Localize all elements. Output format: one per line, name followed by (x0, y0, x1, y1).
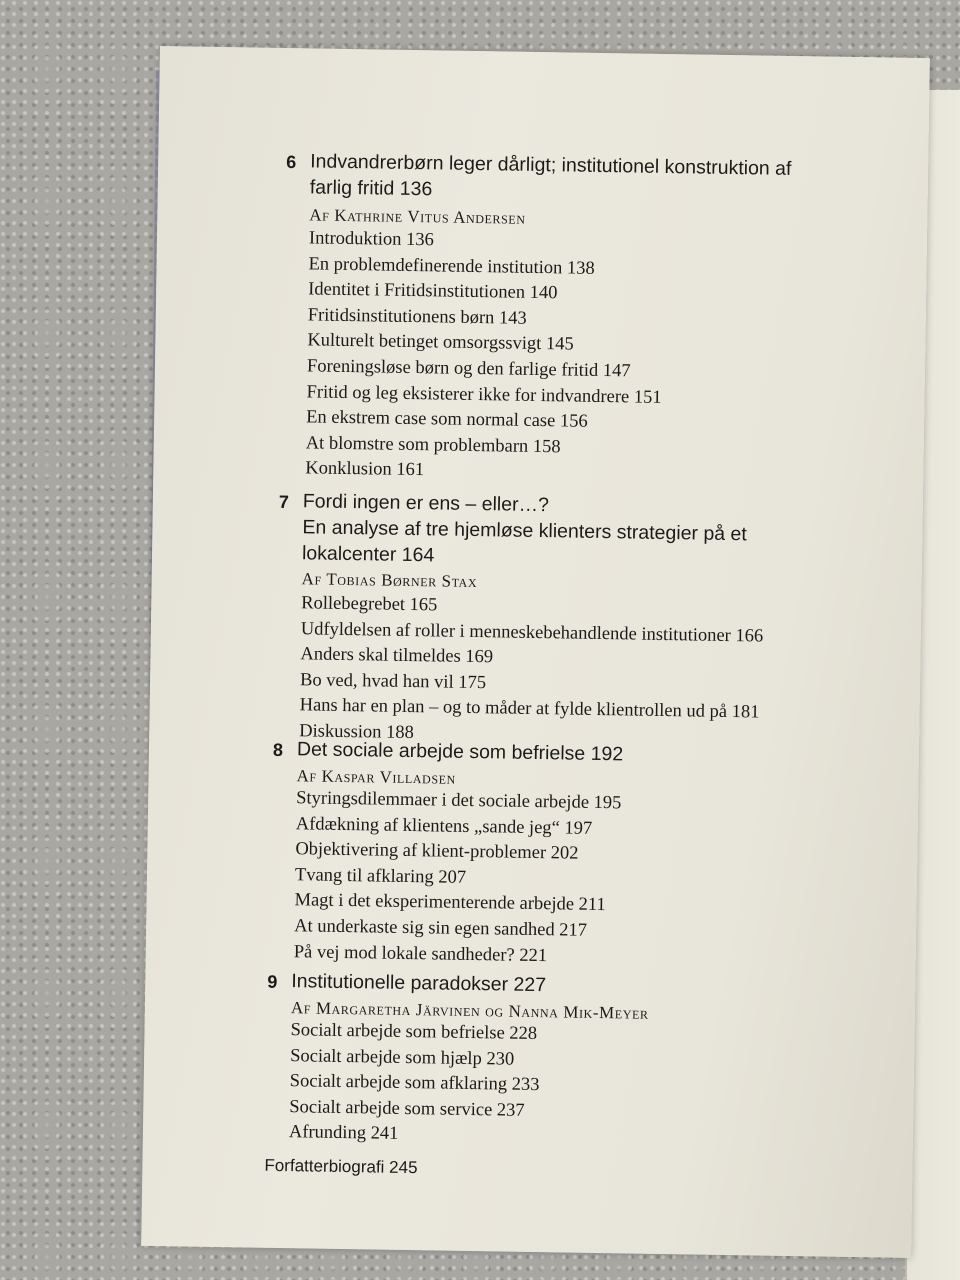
section-entry: Introduktion 136 (308, 228, 435, 251)
chapter-title-line: En analyse af tre hjemløse klienters strategier på et (302, 516, 747, 546)
section-entry: En problemdefinerende institution 138 (308, 253, 595, 279)
section-entry: På vej mod lokale sandheder? 221 (293, 941, 548, 966)
chapter-sections (294, 786, 622, 970)
author-biography-entry: Forfatterbiografi 245 (264, 1155, 418, 1178)
chapter-6 (160, 46, 930, 481)
section-entry: Socialt arbejde som befrielse 228 (290, 1020, 538, 1045)
chapter-number: 6 (286, 151, 297, 173)
chapter-number: 9 (267, 971, 278, 992)
section-entry: Anders skal tilmeldes 169 (300, 644, 494, 668)
section-entry: Identitet i Fritidsinstitutionen 140 (308, 279, 558, 304)
chapter-title-line: lokalcenter 164 (301, 542, 435, 567)
section-entry: En ekstrem case som normal case 156 (306, 407, 588, 432)
section-entry: Diskussion 188 (299, 721, 415, 744)
section-entry: Fritid og leg eksisterer ikke for indvandrere 151 (306, 381, 662, 408)
section-entry: Objektivering af klient-problemer 202 (295, 839, 579, 864)
section-entry: Hans har en plan – og to måder at fylde klientrollen ud på 181 (299, 695, 760, 723)
section-entry: Rollebegrebet 165 (301, 593, 438, 616)
chapter-title-line: Institutionelle paradokser 227 (291, 970, 547, 997)
chapter-title (291, 968, 546, 998)
chapter-title-line: Fordi ingen er ens – eller…? (302, 490, 550, 517)
section-entry: Magt i det eksperimenterende arbejde 211 (294, 890, 606, 916)
section-entry: Udfyldelsen af roller i menneskebehandlende institutioner 166 (300, 618, 764, 647)
chapter-number: 8 (272, 739, 284, 761)
table-of-contents (141, 46, 930, 1258)
section-entry: At blomstre som problembarn 158 (305, 433, 561, 458)
section-entry: Bo ved, hvad han vil 175 (299, 670, 487, 693)
section-entry: Afrunding 241 (288, 1122, 399, 1145)
section-entry: Socialt arbejde som service 237 (289, 1096, 525, 1121)
section-entry: Foreningsløse børn og den farlige fritid 147 (306, 356, 631, 382)
chapter-author: Af Kaspar Villadsen (296, 766, 457, 788)
chapter-author: Af Margaretha Järvinen og Nanna Mik-Meyer (290, 998, 649, 1023)
section-entry: Konklusion 161 (305, 458, 425, 481)
chapter-sections (305, 226, 664, 487)
chapter-author: Af Tobias Børner Stax (301, 569, 478, 592)
section-entry: Afdækning af klientens „sande jeg“ 197 (295, 813, 593, 839)
chapter-sections (299, 591, 764, 752)
chapter-title (302, 488, 748, 573)
section-entry: Kulturelt betinget omsorgssvigt 145 (307, 330, 574, 355)
section-entry: Tvang til afklaring 207 (294, 865, 467, 888)
section-entry: Fritidsinstitutionens børn 143 (307, 305, 527, 329)
book-page (141, 46, 930, 1258)
chapter-title (310, 148, 792, 208)
chapter-author: Af Kathrine Vitus Andersen (309, 205, 526, 228)
chapter-number: 7 (278, 491, 290, 513)
section-entry: Socialt arbejde som hjælp 230 (289, 1045, 515, 1070)
section-entry: Styringsdilemmaer i det sociale arbejde 195 (296, 788, 622, 814)
chapter-sections (289, 1018, 541, 1150)
chapter-title-line: Det sociale arbejde som befrielse 192 (296, 738, 624, 766)
chapter-title (297, 736, 624, 767)
chapter-title-line: Indvandrerbørn leger dårligt; institutionel konstruktion af (310, 150, 792, 180)
chapter-title-line: farlig fritid 136 (309, 176, 433, 201)
section-entry: Socialt arbejde som afklaring 233 (289, 1071, 540, 1096)
section-entry: At underkaste sig sin egen sandhed 217 (294, 916, 588, 941)
